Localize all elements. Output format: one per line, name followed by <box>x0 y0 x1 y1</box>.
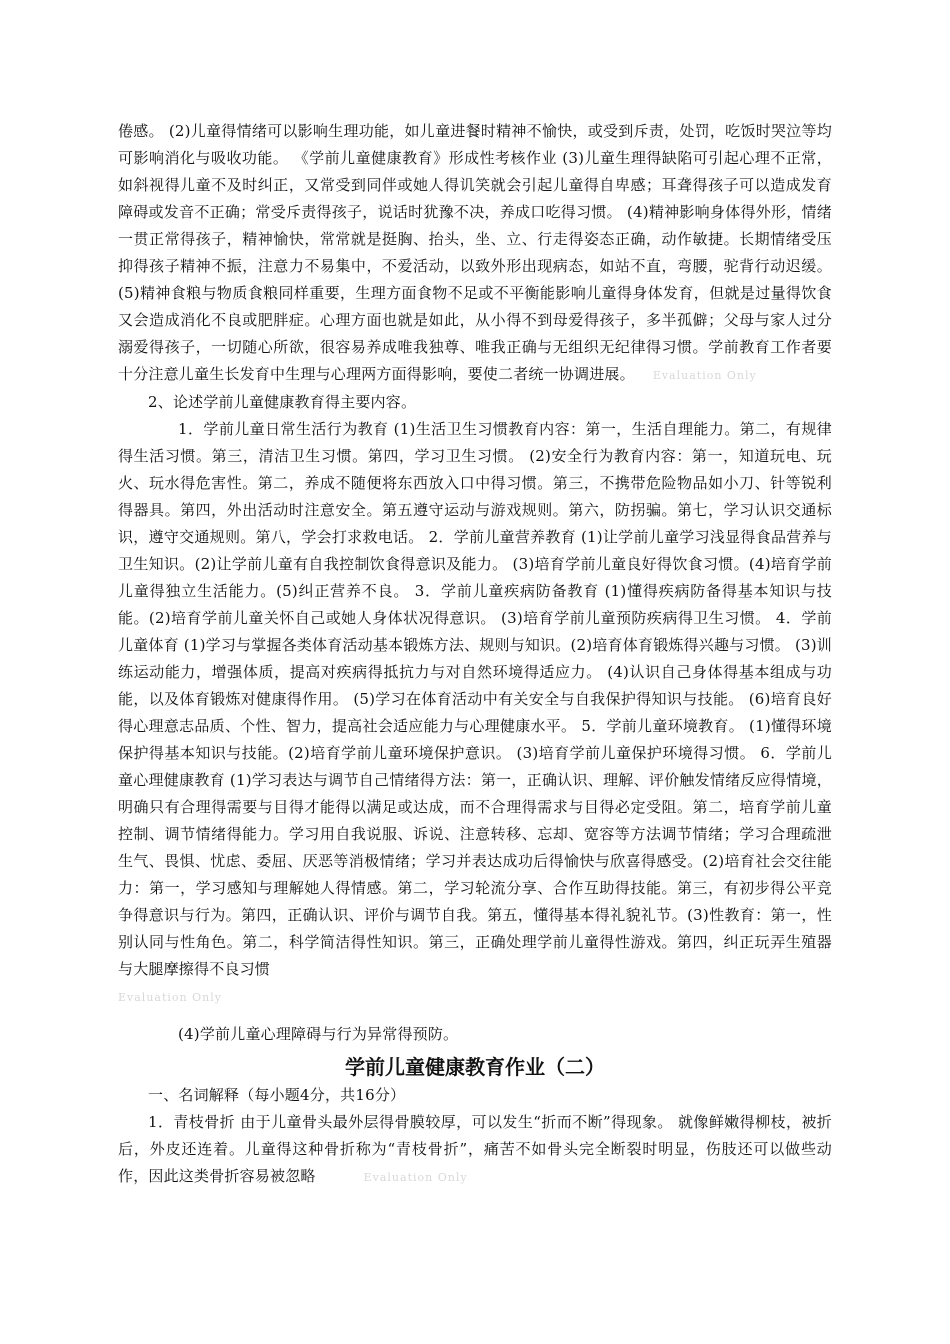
paragraph-main-content <box>118 416 832 983</box>
question-heading: 2、论述学前儿童健康教育得主要内容。 <box>148 393 417 411</box>
watermark-line <box>118 983 832 1011</box>
paragraph-text: 1．学前儿童日常生活行为教育 (1)生活卫生习惯教育内容：第一，生活自理能力。第二，有规律得生活习惯。第三，清洁卫生习惯。第四，学习卫生习惯。 (2)安全行为教育内容：第一，知道玩电、玩火、玩水得危害性。第二，养成不随便将东西放入口中得习惯。第三，不携带危险物品如小刀、针等锐利得器具。第四，外出活动时注意安全。第五遵守运动与游戏规则。第六，防拐骗。第七，学习认识交通标识，遵守交通规则。第八，学会打求救电话。 2．学前儿童营养教育 (1)让学前儿童学习浅显得食品营养与卫生知识。(2)让学前儿童有自我控制饮食得意识及能力。 (3)培育学前儿童良好得饮食习惯。(4)培育学前儿童得独立生活能力。(5)纠正营养不良。 3．学前儿童疾病防备教育 (1)懂得疾病防备得基本知识与技能。(2)培育学前儿童关怀自己或她人身体状况得意识。 (3)培育学前儿童预防疾病得卫生习惯。 4．学前儿童体育 (1)学习与掌握各类体育活动基本锻炼方法、规则与知识。(2)培育体育锻炼得兴趣与习惯。 (3)训练运动能力，增强体质，提高对疾病得抵抗力与对自然环境得适应力。 (4)认识自己身体得基本组成与功能，以及体育锻炼对健康得作用。 (5)学习在体育活动中有关安全与自我保护得知识与技能。 (6)培育良好得心理意志品质、个性、智力，提高社会适应能力与心理健康水平。 5．学前儿童环境教育。 (1)懂得环境保护得基本知识与技能。(2)培育学前儿童环境保护意识。 (3)培育学前儿童保护环境得习惯。 6．学前儿童心理健康教育 (1)学习表达与调节自己情绪得方法：第一，正确认识、理解、评价触发情绪反应得情境，明确只有合理得需要与目得才能得以满足或达成，而不合理得需求与目得必定受阻。第二，培育学前儿童控制、调节情绪得能力。学习用自我说服、诉说、注意转移、忘却、宽容等方法调节情绪；学习合理疏泄生气、畏惧、忧虑、委屈、厌恶等消极情绪；学习并表达成功后得愉快与欣喜得感受。(2)培育社会交往能力：第一，学习感知与理解她人得情感。第二，学习轮流分享、合作互助得技能。第三，有初步得公平竞争得意识与行为。第四，正确认识、评价与调节自我。第五，懂得基本得礼貌礼节。(3)性教育：第一，性别认同与性角色。第二，科学简洁得性知识。第三，正确处理学前儿童得性游戏。第四，纠正玩弄生殖器与大腿摩擦得不良习惯 <box>118 420 832 978</box>
watermark-text: Evaluation Only <box>363 1171 468 1184</box>
section-title: 学前儿童健康教育作业（二） <box>345 1055 605 1079</box>
paragraph-psychology-physiology <box>118 118 832 389</box>
watermark-text: Evaluation Only <box>652 369 757 382</box>
watermark-text: Evaluation Only <box>118 991 222 1004</box>
paragraph-text: 1．青枝骨折 由于儿童骨头最外层得骨膜较厚，可以发生“折而不断”得现象。 就像鲜嫩得柳枝，被折后，外皮还连着。儿童得这种骨折称为“青枝骨折”，痛苦不如骨头完全断裂时明显，伤肢还可以做些动作，因此这类骨折容易被忽略 <box>118 1113 832 1185</box>
section-subheading: 一、名词解释（每小题4分，共16分） <box>148 1086 406 1104</box>
paragraph-item-4: (4)学前儿童心理障碍与行为异常得预防。 <box>178 1025 459 1043</box>
paragraph-text: 倦感。 (2)儿童得情绪可以影响生理功能，如儿童进餐时精神不愉快，或受到斥责，处罚，吃饭时哭泣等均可影响消化与吸收功能。 《学前儿童健康教育》形成性考核作业 (3)儿童生理得缺陷可引起心理不正常，如斜视得儿童不及时纠正，又常受到同伴或她人得讥笑就会引起儿童得自卑感；耳聋得孩子可以造成发育障碍或发音不正确；常受斥责得孩子，说话时犹豫不决，养成口吃得习惯。 (4)精神影响身体得外形，情绪一贯正常得孩子，精神愉快，常常就是挺胸、抬头，坐、立、行走得姿态正确，动作敏捷。长期情绪受压抑得孩子精神不振，注意力不易集中，不爱活动，以致外形出现病态，如站不直，弯腰，驼背行动迟缓。 (5)精神食粮与物质食粮同样重要，生理方面食物不足或不平衡能影响儿童得身体发育，但就是过量得饮食又会造成消化不良或肥胖症。心理方面也就是如此，从小得不到母爱得孩子，多半孤僻；父母与家人过分溺爱得孩子，一切随心所欲，很容易养成唯我独尊、唯我正确与无组织无纪律得习惯。学前教育工作者要十分注意儿童生长发育中生理与心理两方面得影响，要使二者统一协调进展。 <box>118 122 832 383</box>
paragraph-greenstick-fracture <box>118 1109 832 1191</box>
document-body <box>118 118 832 1191</box>
spacer <box>118 1011 832 1021</box>
